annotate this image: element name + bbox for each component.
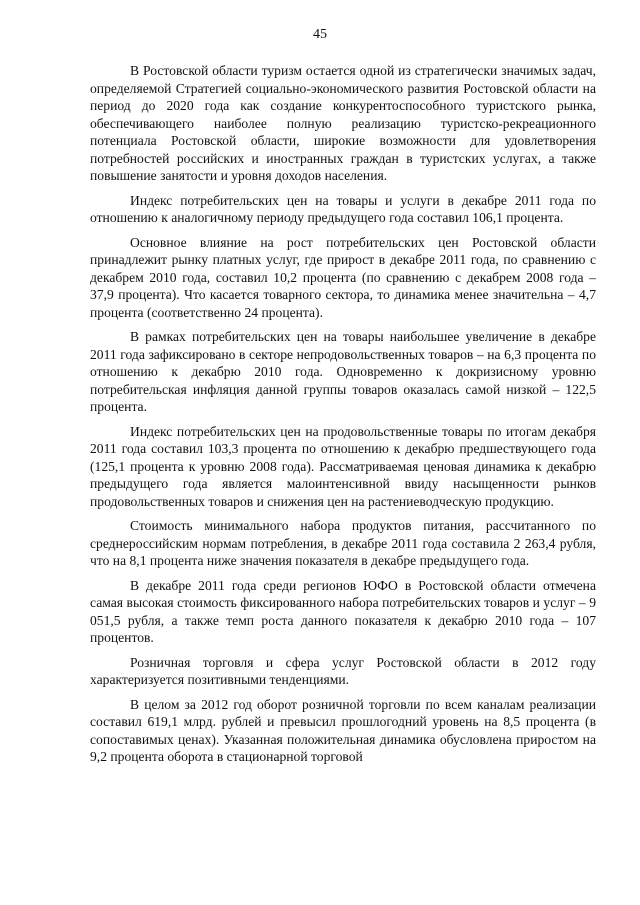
paragraph-paid-services: Основное влияние на рост потребительских цен Ростовской области принадлежит рынку платных услуг, где прирост в декабре 2011 года, по сравнению с декабрем 2010 года, составил 10,2 процента (по сравнению с декабрем 2008 года – 37,9 процента). Что касается товарного сектора, то динамика менее значительна – 4,7 процента (соответственно 24 процента). [90, 234, 596, 320]
paragraph-food-goods: Индекс потребительских цен на продовольственные товары по итогам декабря 2011 года составил 103,3 процента по отношению к декабрю предшествующего года (125,1 процента к уровню 2008 года). Рассматриваемая ценовая динамика к декабрю предыдущего года является малоинтенсивной ввиду насыщенности рынков продовольственных товаров и снижения цен на растениеводческую продукцию. [90, 423, 596, 509]
document-body [90, 62, 596, 773]
paragraph-retail-turnover: В целом за 2012 год оборот розничной торговли по всем каналам реализации составил 619,1 млрд. рублей и превысил прошлогодний уровень на 8,5 процента (в сопоставимых ценах). Указанная положительная динамика обусловлена приростом на 9,2 процента оборота в стационарной торговой [90, 696, 596, 764]
page-number: 45 [313, 27, 327, 42]
paragraph-price-index: Индекс потребительских цен на товары и услуги в декабре 2011 года по отношению к аналогичному периоду предыдущего года составил 106,1 процента. [90, 192, 596, 225]
paragraph-retail-trends: Розничная торговля и сфера услуг Ростовской области в 2012 году характеризуется позитивными тенденциями. [90, 654, 596, 687]
paragraph-fixed-consumer-set: В декабре 2011 года среди регионов ЮФО в Ростовской области отмечена самая высокая стоимость фиксированного набора потребительских товаров и услуг – 9 051,5 рубля, а также темп роста данного показателя к декабрю 2010 года – 107 процентов. [90, 577, 596, 645]
paragraph-minimal-food-set: Стоимость минимального набора продуктов питания, рассчитанного по среднероссийским нормам потребления, в декабре 2011 года составила 2 263,4 рубля, что на 8,1 процента ниже значения показателя в декабре предыдущего года. [90, 518, 596, 568]
paragraph-non-food-goods: В рамках потребительских цен на товары наибольшее увеличение в декабре 2011 года зафиксировано в секторе непродовольственных товаров – на 6,3 процента по отношению к декабрю 2010 года. Одновременно к докризисному уровню потребительская инфляция данной группы товаров оказалась самой низкой – 122,5 процента. [90, 329, 596, 414]
paragraph-tourism: В Ростовской области туризм остается одной из стратегически значимых задач, определяемой Стратегией социально-экономического развития Ростовской области на период до 2020 года как создание конкурентоспособного туристского рынка, обеспечивающего наиболее полную реализацию туристско-рекреационного потенциала Ростовской области, широкие возможности для удовлетворения потребностей российских и иностранных граждан в туристских услугах, а также повышение занятости и уровня доходов населения. [90, 63, 596, 183]
